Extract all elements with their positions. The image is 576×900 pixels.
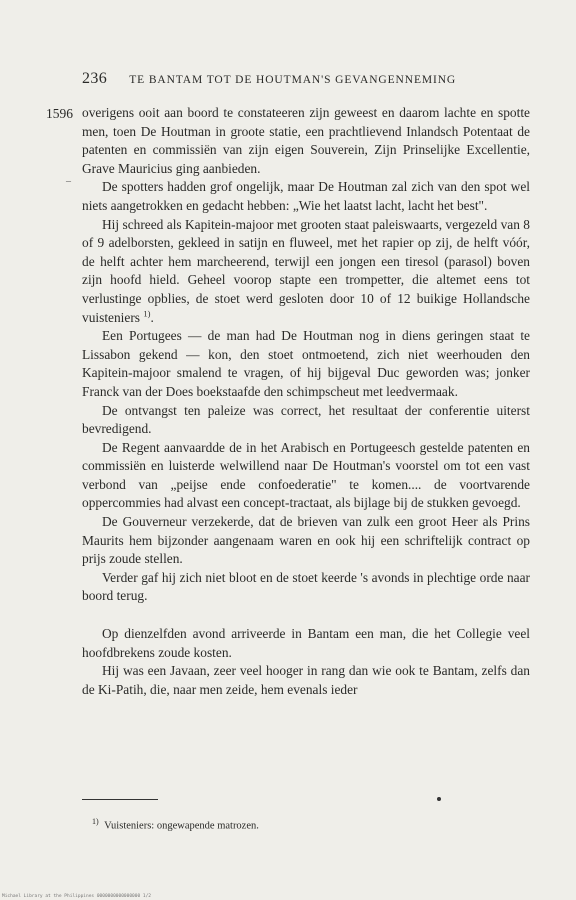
paragraph: Op dienzelfden avond arriveerde in Bantam een man, die het Collegie veel hoofdbrekens zoude kosten. <box>82 626 530 660</box>
running-header <box>82 70 532 88</box>
footnote-reference[interactable]: 1) <box>143 308 151 319</box>
page-speck <box>437 797 441 801</box>
footnote-marker: 1) <box>92 817 99 826</box>
running-title: TE BANTAM TOT DE HOUTMAN'S GEVANGENNEMING <box>129 74 457 86</box>
paragraph: De ontvangst ten paleize was correct, het resultaat der conferentie uiterst bevredigend. <box>82 402 530 437</box>
page-number: 236 <box>82 70 108 87</box>
paragraph: Hij was een Javaan, zeer veel hooger in rang dan wie ook te Bantam, zelfs dan de Ki-Patih, die, naar men zeide, hem evenals ieder <box>82 663 530 697</box>
footnote-text: Vuisteniers: ongewapende matrozen. <box>104 820 259 832</box>
paragraph: Een Portugees — de man had De Houtman nog in diens geringen staat te Lissabon gekend — kon, den stoet ontmoetend, zich niet weerhouden den Kapitein-majoor smalend te vragen, of hij bijgeval Duc geworden was; jonker Franck van der Does boekstaafde den schimpscheut met leedvermaak. <box>82 328 530 399</box>
paragraph: De Regent aanvaardde de in het Arabisch en Portugeesch gestelde patenten en commissiën en luisterde welwillend naar De Houtman's voorstel om tot een vast verbond van „peijse ende confoederatie" te komen.... de voortvarende oppercommies had alvast een concept-tractaat, als bijlage bij de stukken gevoegd. <box>82 439 530 511</box>
footnote-divider <box>82 799 158 800</box>
scan-imprint: Michael Library at the Philippines 0000000000000000 1/2 <box>2 894 152 899</box>
paragraph: De Gouverneur verzekerde, dat de brieven van zulk een groot Heer als Prins Maurits hem bijzonder aangenaam waren en ook hij een schriftelijk contract op prijs zoude stellen. <box>82 514 530 567</box>
paragraph-text: Hij schreed als Kapitein-majoor met grooten staat paleiswaarts, vergezeld van 8 of 9 adelborsten, gekleed in satijn en fluweel, met het rapier op zij, de helft vóór, de helft achter hem marcheerend, terwijl een jongen een tiresol (parasol) boven zijn hoofd hield. Geheel voorop stapte een trompetter, die altemet eens tot verlustinge opblies, de stoet werd gesloten door 10 of 12 buikige Hollandsche vuisteniers <box>82 216 530 325</box>
paragraph: Verder gaf hij zich niet bloot en de stoet keerde 's avonds in plechtige orde naar boord terug. <box>82 569 530 604</box>
paragraph: overigens ooit aan boord te constateeren zijn geweest en daarom lachte en spotte men, toen De Houtman in groote statie, een prachtlievend Inlandsch Potentaat de patenten en commissiën van zijn eigen Souverein, Zijn Prinselijke Excellentie, Grave Mauricius ging aanbieden. <box>82 105 530 176</box>
paragraph <box>82 216 530 328</box>
body-text <box>82 104 530 699</box>
footnote <box>92 817 512 832</box>
paragraph-end-punct: . <box>150 309 154 325</box>
margin-mark: – <box>66 176 71 187</box>
paragraph: De spotters hadden grof ongelijk, maar De Houtman zal zich van den spot wel niets aangetrokken en gedacht hebben: „Wie het laatst lacht, lacht het best". <box>82 179 530 213</box>
margin-year: 1596 <box>46 106 73 121</box>
